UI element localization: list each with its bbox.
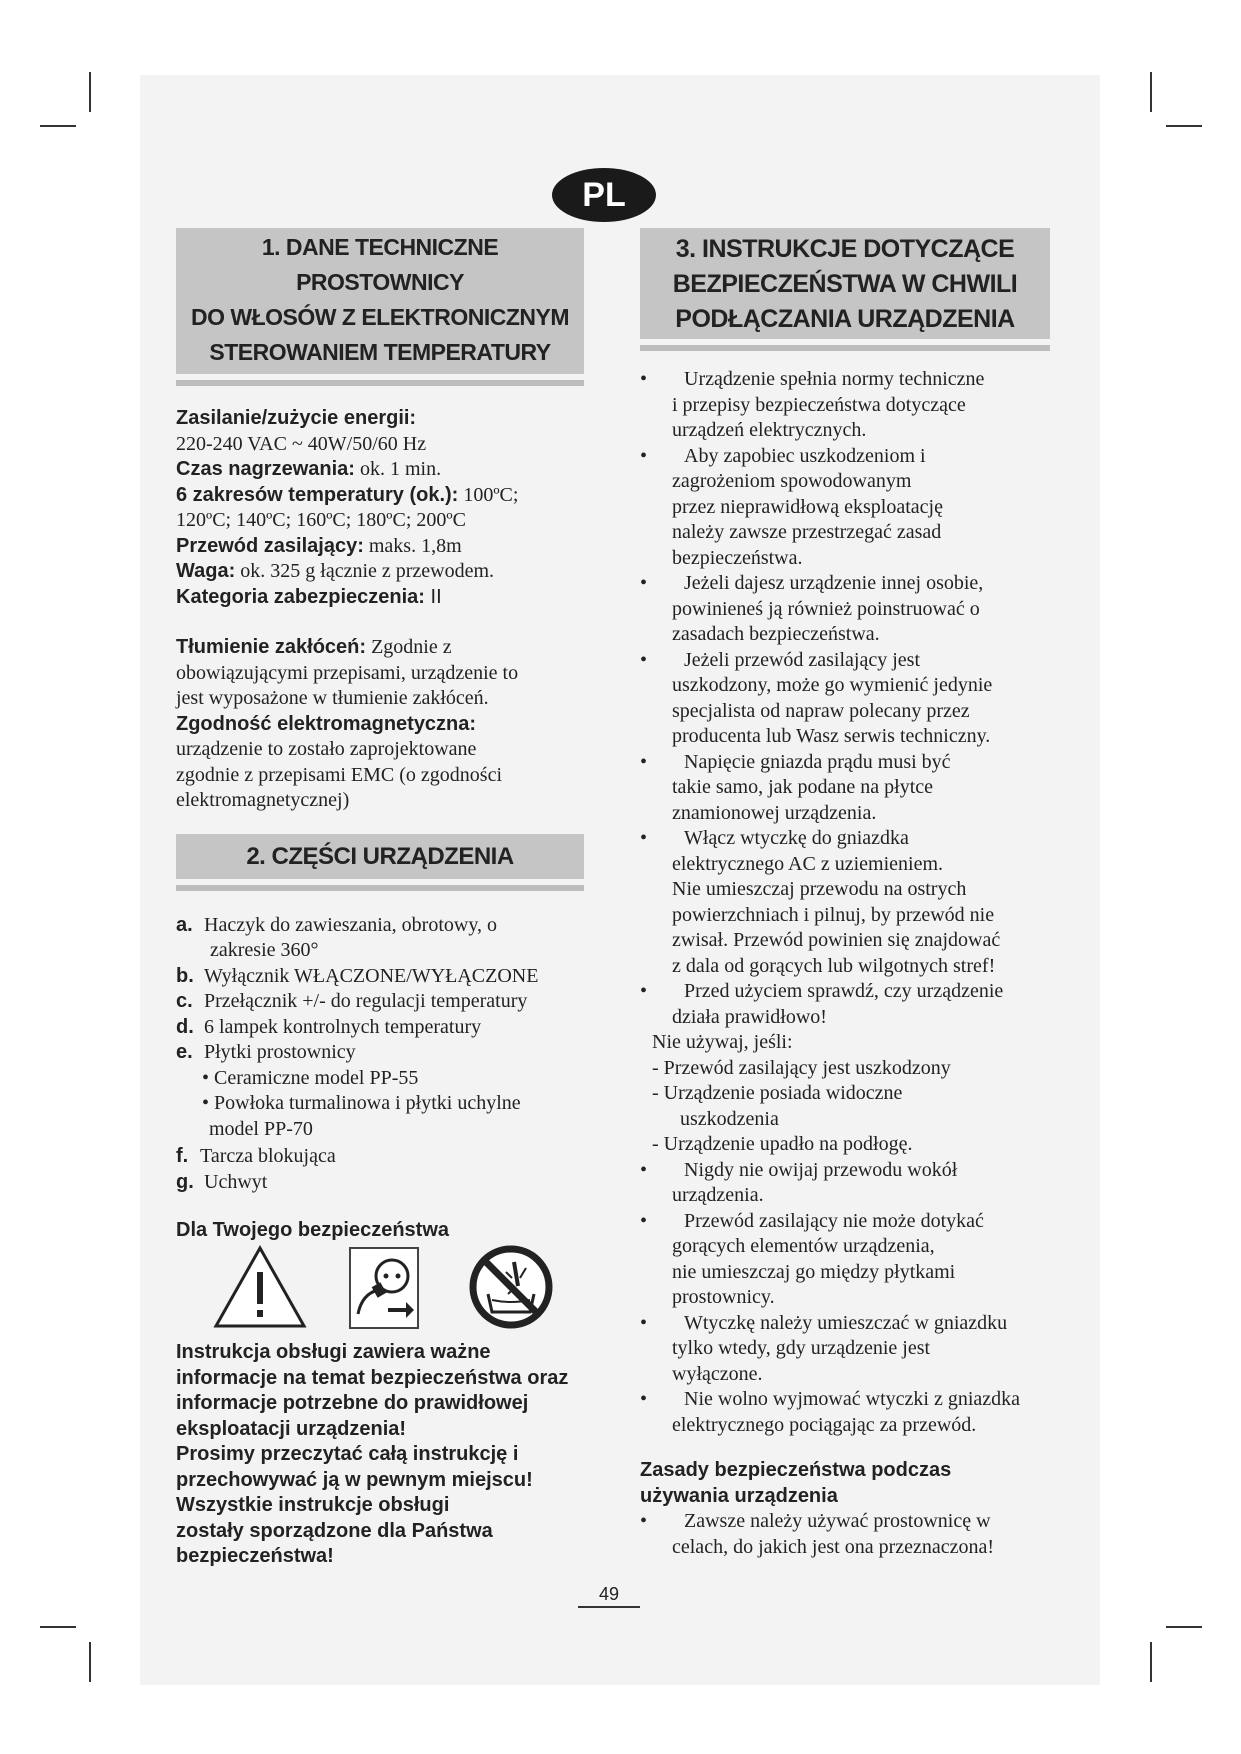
no-water-icon: [468, 1244, 554, 1330]
page-number: 49: [578, 1582, 640, 1608]
spec-label: Waga:: [176, 560, 236, 582]
tech-specs: [176, 406, 584, 610]
crop-mark: [89, 1642, 91, 1682]
crop-mark: [40, 125, 76, 127]
spec-label: 6 zakresów temperatury (ok.):: [176, 483, 459, 506]
warning-line: Prosimy przeczytać całą instrukcję i: [176, 1443, 519, 1465]
list-item: • Jeżeli dajesz urządzenie innej osobie, powinieneś ją również poinstruować o zasadach bezpieczeństwa.: [640, 572, 984, 645]
interference-label: Tłumienie zakłóceń:: [176, 636, 367, 658]
list-item: • Nie wolno wyjmować wtyczki z gniazdka elektrycznego pociągając za przewód.: [640, 1388, 1021, 1436]
section-rule: [176, 885, 584, 891]
warning-line: informacje na temat bezpieczeństwa oraz: [176, 1366, 569, 1389]
crop-mark: [1150, 1642, 1152, 1682]
emc-text: elektromagnetycznej): [176, 789, 350, 811]
list-item: • Nigdy nie owijaj przewodu wokół urządzenia.: [640, 1158, 958, 1206]
warning-line: informacje potrzebne do prawidłowej: [176, 1392, 529, 1414]
emc-text: urządzenie to zostało zaprojektowane: [176, 738, 477, 760]
spec-label: Zasilanie/zużycie energii:: [176, 407, 417, 429]
heading-line: BEZPIECZEŃSTWA W CHWILI: [672, 270, 1018, 298]
section-1-heading: [176, 228, 584, 374]
crop-mark: [1150, 72, 1152, 112]
plug-socket-icon: [348, 1246, 420, 1330]
list-item: • Włącz wtyczkę do gniazdka elektrycznego AC z uziemieniem. Nie umieszczaj przewodu na ostrych powierzchniach i pilnuj, by przewód nie zwisał. Przewód powinien się znajdować z dala od gorących lub wilgotnych stref!: [640, 827, 1001, 977]
heading-line: 3. INSTRUKCJE DOTYCZĄCE: [675, 235, 1015, 263]
dash-item: - Przewód zasilający jest uszkodzony: [652, 1056, 951, 1079]
list-item: • Napięcie gniazda prądu musi być takie samo, jak podane na płytce znamionowej urządzenia.: [640, 750, 951, 824]
list-item: d. 6 lampek kontrolnych temperatury: [176, 1015, 482, 1038]
heading-line: 2. CZĘŚCI URZĄDZENIA: [246, 842, 514, 870]
list-item: • Przed użyciem sprawdź, czy urządzenie działa prawidłowo!: [640, 980, 1004, 1028]
safety-bullets: [640, 367, 1050, 1438]
spec-value: II: [424, 585, 442, 608]
warning-line: przechowywać ją w pewnym miejscu!: [176, 1468, 533, 1491]
emc-text: zgodnie z przepisami EMC (o zgodności: [176, 763, 503, 786]
list-item: c. Przełącznik +/- do regulacji temperatury: [176, 990, 528, 1012]
safety-icons: [176, 1244, 584, 1332]
not-use-heading: Nie używaj, jeśli:: [652, 1031, 793, 1053]
parts-list: [176, 913, 584, 1196]
list-item: • Zawsze należy używać prostownicę w celach, do jakich jest ona przeznaczona!: [640, 1510, 995, 1558]
left-column: [176, 228, 584, 1570]
dash-item: - Urządzenie posiada widoczne uszkodzenia: [652, 1082, 903, 1130]
spec-value: ok. 1 min.: [354, 458, 442, 480]
safety-warning-text: [176, 1340, 584, 1570]
interference-block: [176, 635, 584, 814]
crop-mark: [89, 72, 91, 112]
list-item: • Aby zapobiec uszkodzeniom i zagrożeniom spowodowanym przez nieprawidłową eksploatację należy zawsze przestrzegać zasad bezpieczeństwa.: [640, 444, 943, 569]
spec-value: 120ºC; 140ºC; 160ºC; 180ºC; 200ºC: [176, 509, 466, 531]
interference-text: obowiązującymi przepisami, urządzenie to: [176, 661, 519, 684]
heading-line: PODŁĄCZANIA URZĄDZENIA: [675, 305, 1015, 333]
right-column: [640, 228, 1050, 1560]
section-rule: [176, 380, 584, 386]
heading-line: DO WŁOSÓW Z ELEKTRONICZNYM: [191, 304, 569, 330]
sub-item-continuation: model PP-70: [209, 1117, 313, 1140]
list-item: • Wtyczkę należy umieszczać w gniazdku tylko wtedy, gdy urządzenie jest wyłączone.: [640, 1311, 1008, 1385]
spec-value: ok. 325 g łącznie z przewodem.: [235, 560, 495, 582]
sub-item: • Powłoka turmalinowa i płytki uchylne: [202, 1092, 521, 1114]
spec-value: maks. 1,8m: [363, 534, 462, 557]
spec-value: 220-240 VAC ~ 40W/50/60 Hz: [176, 432, 427, 455]
warning-line: Instrukcja obsługi zawiera ważne: [176, 1341, 491, 1363]
list-item-continuation: zakresie 360°: [210, 939, 319, 961]
spec-value: 100ºC;: [458, 483, 519, 506]
interference-text: Zgodnie z: [366, 636, 452, 658]
dash-item: - Urządzenie upadło na podłogę.: [652, 1133, 913, 1155]
list-item: g. Uchwyt: [176, 1170, 268, 1193]
warning-icon: [212, 1244, 308, 1330]
crop-mark: [1166, 1626, 1202, 1628]
list-item: e. Płytki prostownicy: [176, 1041, 356, 1063]
list-item: • Przewód zasilający nie może dotykać gorących elementów urządzenia, nie umieszczaj go między płytkami prostownicy.: [640, 1209, 984, 1308]
list-item: • Jeżeli przewód zasilający jest uszkodzony, może go wymienić jedynie specjalista od napraw polecany przez producenta lub Wasz serwis techniczny.: [640, 648, 993, 747]
interference-text: jest wyposażone w tłumienie zakłóceń.: [176, 687, 489, 709]
spec-label: Czas nagrzewania:: [176, 458, 355, 480]
safety-title: Dla Twojego bezpieczeństwa: [176, 1219, 450, 1241]
warning-line: bezpieczeństwa!: [176, 1545, 334, 1567]
warning-line: eksploatacji urządzenia!: [176, 1417, 407, 1440]
section-3-heading: [640, 228, 1050, 339]
spec-label: Kategoria zabezpieczenia:: [176, 585, 425, 608]
heading-line: 1. DANE TECHNICZNE PROSTOWNICY: [261, 234, 499, 295]
language-badge: PL: [552, 168, 656, 222]
section-2-heading: [176, 834, 584, 879]
list-item: a. Haczyk do zawieszania, obrotowy, o: [176, 913, 498, 936]
section-rule: [640, 345, 1050, 351]
heading-line: STEROWANIEM TEMPERATURY: [209, 339, 551, 365]
warning-line: zostały sporządzone dla Państwa: [176, 1519, 493, 1542]
warning-line: Wszystkie instrukcje obsługi: [176, 1494, 450, 1516]
spec-label: Przewód zasilający:: [176, 534, 364, 557]
list-item: f. Tarcza blokująca: [176, 1145, 336, 1167]
emc-label: Zgodność elektromagnetyczna:: [176, 712, 477, 735]
crop-mark: [1166, 125, 1202, 127]
crop-mark: [40, 1626, 76, 1628]
sub-item: • Ceramiczne model PP-55: [202, 1066, 419, 1089]
usage-safety-title: Zasady bezpieczeństwa podczas używania urządzenia: [640, 1459, 952, 1507]
list-item: b. Wyłącznik WŁĄCZONE/WYŁĄCZONE: [176, 964, 539, 987]
list-item: • Urządzenie spełnia normy techniczne i przepisy bezpieczeństwa dotyczące urządzeń elektrycznych.: [640, 368, 985, 441]
